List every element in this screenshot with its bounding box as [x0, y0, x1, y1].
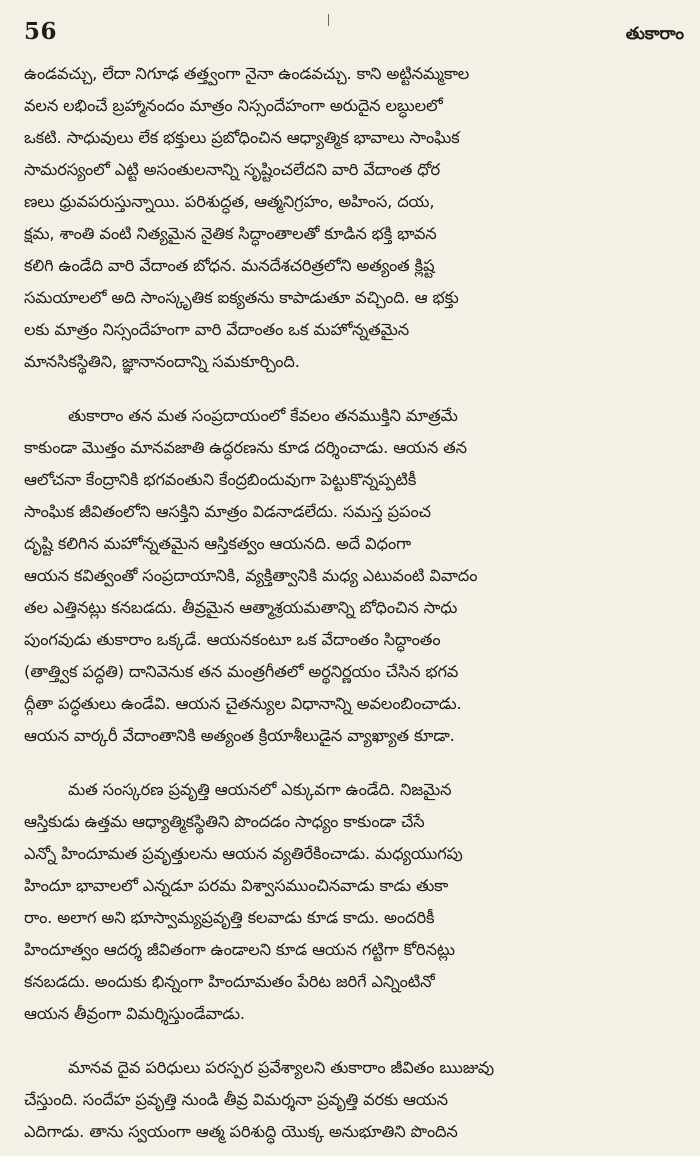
text-line: ద్గీతా పద్ధతులు ఉండేవి. ఆయన చైతన్యుల విధానాన్ని అవలంబించాడు.	[24, 694, 462, 713]
text-line: మానసికస్థితిని, జ్ఞానానందాన్ని సమకూర్చింది.	[24, 352, 300, 371]
text-line: ఎదిగాడు. తాను స్వయంగా ఆత్మ పరిశుద్ధి యొక్క అనుభూతిని పొందిన	[24, 1122, 458, 1141]
text-line: హిందూత్వం ఆదర్శ జీవితంగా ఉండాలని కూడ ఆయన గట్టిగా కోరినట్లు	[24, 940, 455, 959]
text-line: మత సంస్కరణ ప్రవృత్తి ఆయనలో ఎక్కువగా ఉండేది. నిజమైన	[68, 780, 452, 799]
text-line: ఆస్తికుడు ఉత్తమ ఆధ్యాత్మికస్థితిని పొందడం సాధ్యం కాకుండా చేసే	[24, 812, 425, 831]
text-line: హిందూ భావాలలో ఎన్నడూ పరమ విశ్వాసముంచినవాడు కాడు తుకా	[24, 876, 449, 895]
page-header	[24, 18, 684, 58]
text-line: కనబడదు. అందుకు భిన్నంగా హిందూమతం పేరిట జరిగే ఎన్నింటినో	[24, 972, 435, 991]
paragraph-4	[24, 1052, 684, 1148]
text-line: ఎన్నో హిందూమత ప్రవృత్తులను ఆయన వ్యతిరేకించాడు. మధ్యయుగపు	[24, 844, 463, 863]
text-line: రాం. అలాగ అని భూస్వామ్యప్రవృత్తి కలవాడు కూడ కాదు. అందరికీ	[24, 908, 435, 927]
text-line: ఆయన కవిత్వంతో సంప్రదాయానికి, వ్యక్తిత్వానికి మధ్య ఎటువంటి వివాదం	[24, 566, 478, 585]
text-line: తుకారాం తన మత సంప్రదాయంలో కేవలం తనముక్తిని మాత్రమే	[68, 406, 458, 425]
text-line: తల ఎత్తినట్లు కనబడదు. తీవ్రమైన ఆత్మాశ్రయమతాన్ని బోధించిన సాధు	[24, 598, 458, 617]
text-line: పుంగవుడు తుకారాం ఒక్కడే. ఆయనకంటూ ఒక వేదాంతం సిద్ధాంతం	[24, 630, 441, 649]
body-text	[24, 58, 684, 1148]
text-line: ఆయన వార్కరీ వేదాంతానికి అత్యంత క్రియాశీలుడైన వ్యాఖ్యాత కూడా.	[24, 726, 455, 745]
text-line: ణలు ధ్రువపరుస్తున్నాయి. పరిశుద్ధత, ఆత్మనిగ్రహం, అహింస, దయ,	[24, 192, 435, 211]
text-line: సాంఘిక జీవితంలోని ఆసక్తిని మాత్రం విడనాడలేదు. సమస్త ప్రపంచ	[24, 502, 431, 521]
text-line: మానవ దైవ పరిధులు పరస్పర ప్రవేశ్యాలని తుకారాం జీవితం ఋజువు	[68, 1058, 494, 1077]
text-line: క్షమ, శాంతి వంటి నిత్యమైన నైతిక సిద్ధాంతాలతో కూడిన భక్తి భావన	[24, 224, 437, 243]
page-number: 56	[24, 18, 58, 45]
text-line: ఒకటి. సాధువులు లేక భక్తులు ప్రబోధించిన ఆధ్యాత్మిక భావాలు సాంఘిక	[24, 128, 460, 147]
text-line: చేస్తుంది. సందేహ ప్రవృత్తి నుండి తీవ్ర విమర్శనా ప్రవృత్తి వరకు ఆయన	[24, 1090, 448, 1109]
text-line: సమయాలలో అది సాంస్కృతిక ఐక్యతను కాపాడుతూ వచ్చింది. ఆ భక్తు	[24, 288, 459, 307]
text-line: ఉండవచ్చు, లేదా నిగూఢ తత్త్వంగా నైనా ఉండవచ్చు. కాని అట్టినమ్మకాల	[24, 64, 470, 83]
text-line: కలిగి ఉండేది వారి వేదాంత బోధన. మనదేశచరిత్రలోని అత్యంత క్లిష్ట	[24, 256, 435, 275]
paragraph-1	[24, 58, 684, 378]
text-line: ఆలోచనా కేంద్రానికి భగవంతుని కేంద్రబిందువుగా పెట్టుకొన్నప్పటికీ	[24, 470, 417, 489]
text-line: కాకుండా మొత్తం మానవజాతి ఉద్ధరణను కూడ దర్శించాడు. ఆయన తన	[24, 438, 467, 457]
paragraph-3	[24, 774, 684, 1030]
text-line: సామరస్యంలో ఎట్టి అసంతులనాన్ని సృష్టించలేదని వారి వేదాంత ధోర	[24, 160, 441, 179]
text-line: (తాత్త్విక పద్ధతి) దానివెనుక తన మంత్రగీతలో అర్థనిర్ణయం చేసిన భగవ	[24, 662, 459, 681]
paragraph-2	[24, 400, 684, 752]
text-line: ఆయన తీవ్రంగా విమర్శిస్తుండేవాడు.	[24, 1004, 245, 1023]
text-line: దృష్టి కలిగిన మహోన్నతమైన ఆస్తికత్వం ఆయనది. అదే విధంగా	[24, 534, 411, 553]
running-head: తుకారాం	[625, 24, 684, 44]
text-line: లకు మాత్రం నిస్సందేహంగా వారి వేదాంతం ఒక మహోన్నతమైన	[24, 320, 409, 339]
text-line: వలన లభించే బ్రహ్మానందం మాత్రం నిస్సందేహంగా అరుదైన లబ్ధులలో	[24, 96, 443, 115]
print-mark	[328, 14, 329, 26]
